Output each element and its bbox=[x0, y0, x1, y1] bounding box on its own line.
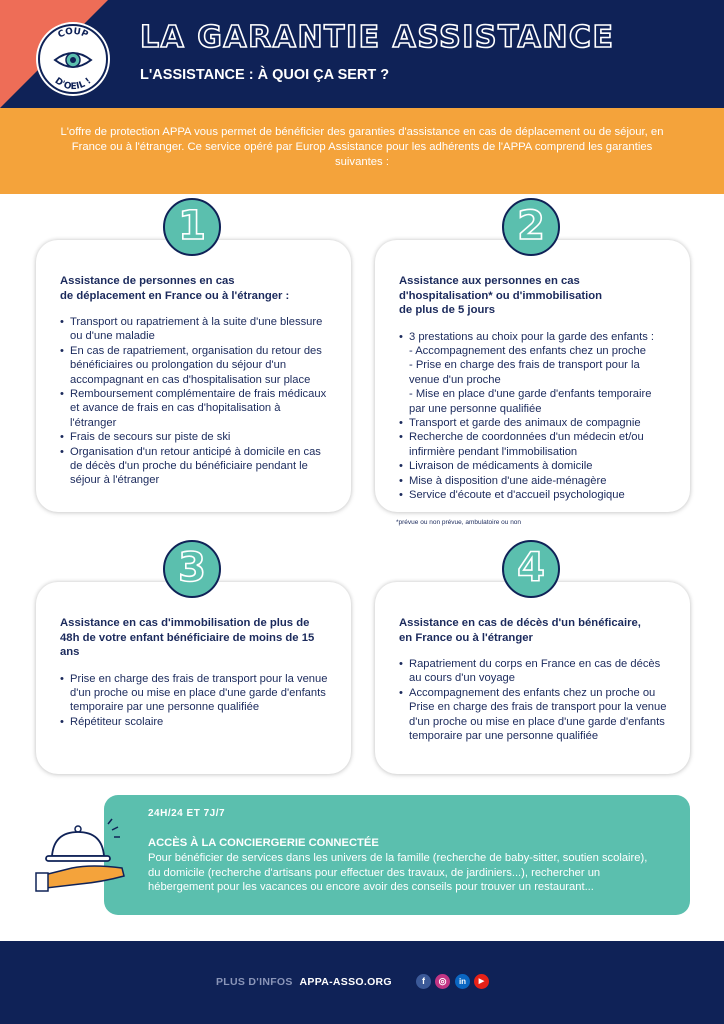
list-item: • Frais de secours sur piste de ski bbox=[60, 430, 329, 444]
card-list bbox=[399, 330, 668, 503]
cloche-hand-icon bbox=[32, 818, 136, 898]
intro-text: L'offre de protection APPA vous permet de bénéficier des garanties d'assistance en cas de déplacement ou de séjour, en France ou à l'étranger. Ce service opéré par Europ Assistance pour les adhérents de l'APPA comprend les garanties suivantes : bbox=[60, 126, 664, 168]
badge-bottom-text: D'OEIL ! bbox=[52, 76, 94, 93]
list-item: • Prise en charge des frais de transport pour la venue d'un proche ou mise en place d'une garde d'enfants temporaire par une personne qualifiée bbox=[60, 672, 329, 715]
list-item: • Transport et garde des animaux de compagnie bbox=[399, 416, 668, 430]
card-title bbox=[399, 274, 668, 318]
instagram-icon[interactable]: ◎ bbox=[435, 974, 450, 989]
card-title bbox=[60, 274, 329, 303]
card-list bbox=[60, 315, 329, 488]
number-circle-3 bbox=[163, 540, 221, 598]
concierge-title: ACCÈS À LA CONCIERGERIE CONNECTÉE bbox=[148, 837, 379, 849]
list-subitem: - Accompagnement des enfants chez un proche bbox=[409, 344, 646, 357]
guarantee-card-2 bbox=[375, 240, 690, 512]
card-title-line: d'hospitalisation* ou d'immobilisation bbox=[399, 289, 603, 302]
concierge-text: Pour bénéficier de services dans les univers de la famille (recherche de baby-sitter, soutien scolaire), du domicile (recherche d'artisans pour effectuer des travaux, de jardiniers...), rechercher un hébergement pour les vacances ou encore avoir des conseils pour trouver un restaurant... bbox=[148, 852, 648, 893]
card-list bbox=[399, 657, 668, 743]
list-item: • Service d'écoute et d'accueil psychologique bbox=[399, 488, 668, 502]
footer-banner bbox=[0, 941, 724, 1024]
list-item: • Recherche de coordonnées d'un médecin et/ou infirmière pendant l'immobilisation bbox=[399, 430, 668, 459]
number-label: 1 bbox=[178, 203, 206, 249]
coup-doeil-badge bbox=[36, 22, 110, 96]
list-item: • Transport ou rapatriement à la suite d'une blessure ou d'une maladie bbox=[60, 315, 329, 344]
list-item: • Livraison de médicaments à domicile bbox=[399, 459, 668, 473]
card-title-line: de plus de 5 jours bbox=[399, 304, 496, 316]
card-title: Assistance en cas de décès d'un bénéficaire, en France ou à l'étranger bbox=[399, 617, 641, 644]
footer-info bbox=[216, 976, 392, 988]
list-item: • En cas de rapatriement, organisation du retour des bénéficiaires ou prolongation du séjour d'un accompagnant en cas d'hospitalisation sur place bbox=[60, 344, 329, 387]
linkedin-icon[interactable]: in bbox=[455, 974, 470, 989]
footer-label: PLUS D'INFOS bbox=[216, 976, 293, 988]
number-circle-2 bbox=[502, 198, 560, 256]
youtube-icon[interactable]: ▶ bbox=[474, 974, 489, 989]
card-title-line: de déplacement en France ou à l'étranger : bbox=[60, 289, 290, 302]
website-link[interactable]: APPA-ASSO.ORG bbox=[299, 976, 392, 988]
list-item: • Organisation d'un retour anticipé à domicile en cas de décès d'un proche du bénéficiaire pendant le séjour à l'étranger bbox=[60, 445, 329, 488]
guarantee-card-4 bbox=[375, 582, 690, 774]
badge-top-text: COUP bbox=[56, 26, 90, 41]
guarantee-card-3 bbox=[36, 582, 351, 774]
list-subitem: - Mise en place d'une garde d'enfants temporaire par une personne qualifiée bbox=[409, 388, 652, 415]
facebook-icon[interactable]: f bbox=[416, 974, 431, 989]
number-label: 4 bbox=[517, 545, 545, 591]
concierge-panel bbox=[104, 795, 690, 915]
intro-banner bbox=[0, 108, 724, 194]
eye-icon bbox=[36, 22, 110, 96]
page-subtitle: L'ASSISTANCE : À QUOI ÇA SERT ? bbox=[140, 67, 390, 83]
list-item: • Rapatriement du corps en France en cas de décès au cours d'un voyage bbox=[399, 657, 668, 686]
list-item: • Accompagnement des enfants chez un proche ou Prise en charge des frais de transport pour la venue d'un proche ou mise en place d'une garde d'enfants temporaire par une personne qualifiée bbox=[399, 686, 668, 744]
page-title: LA GARANTIE ASSISTANCE bbox=[140, 20, 615, 55]
list-item: • Mise à disposition d'une aide-ménagère bbox=[399, 474, 668, 488]
number-circle-4 bbox=[502, 540, 560, 598]
list-item: • Remboursement complémentaire de frais médicaux et avance de frais en cas d'hopitalisation à l'étranger bbox=[60, 387, 329, 430]
card-title-line: Assistance aux personnes en cas bbox=[399, 275, 580, 287]
list-item: • Répétiteur scolaire bbox=[60, 715, 329, 729]
card-list bbox=[60, 672, 329, 730]
card-title: Assistance en cas d'immobilisation de plus de 48h de votre enfant bénéficiaire de moins de 15 ans bbox=[60, 617, 315, 658]
number-circle-1 bbox=[163, 198, 221, 256]
list-item: • 3 prestations au choix pour la garde des enfants : bbox=[399, 330, 668, 344]
availability-tag: 24H/24 ET 7J/7 bbox=[148, 808, 226, 819]
card-title-line: Assistance de personnes en cas bbox=[60, 275, 235, 287]
number-label: 2 bbox=[517, 203, 545, 249]
number-label: 3 bbox=[178, 545, 206, 591]
footnote: *prévue ou non prévue, ambulatoire ou non bbox=[396, 519, 522, 526]
guarantee-card-1 bbox=[36, 240, 351, 512]
list-subitem: - Prise en charge des frais de transport pour la venue d'un proche bbox=[409, 359, 640, 386]
